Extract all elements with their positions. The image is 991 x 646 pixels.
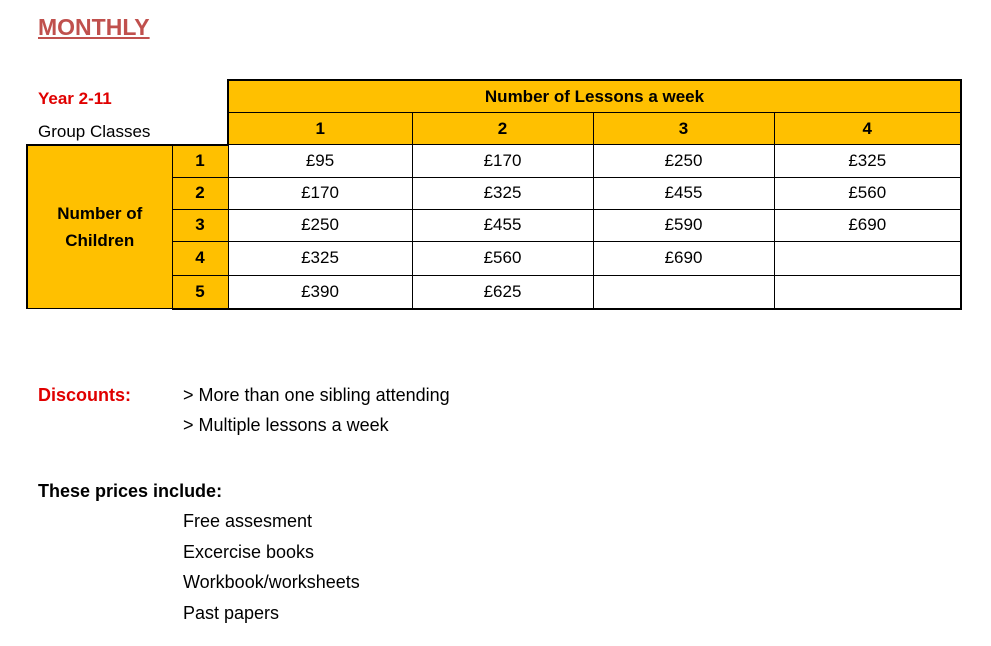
- children-label-line2: Children: [65, 230, 135, 250]
- include-item: Free assesment: [183, 511, 313, 531]
- children-count: 3: [172, 209, 228, 241]
- includes-label: These prices include:: [38, 481, 223, 501]
- lessons-per-week-header: Number of Lessons a week: [228, 80, 961, 113]
- price-cell: £455: [412, 209, 593, 241]
- table-row: [27, 145, 961, 178]
- price-cell: £390: [228, 275, 412, 309]
- page-title: MONTHLY: [38, 14, 150, 40]
- children-count: 1: [172, 145, 228, 178]
- price-cell: [593, 275, 774, 309]
- lesson-count-header: 1: [228, 113, 412, 145]
- price-cell: £95: [228, 145, 412, 178]
- table-header-row: [27, 80, 961, 113]
- price-cell: £325: [228, 241, 412, 275]
- price-cell: [774, 241, 961, 275]
- price-cell: £690: [774, 209, 961, 241]
- lesson-count-header: 2: [412, 113, 593, 145]
- price-cell: £455: [593, 177, 774, 209]
- children-count: 5: [172, 275, 228, 309]
- price-cell: £560: [412, 241, 593, 275]
- group-classes-label: Group Classes: [38, 122, 151, 141]
- include-item: Past papers: [183, 603, 280, 623]
- price-cell: £560: [774, 177, 961, 209]
- price-cell: £590: [593, 209, 774, 241]
- price-cell: [774, 275, 961, 309]
- price-cell: £690: [593, 241, 774, 275]
- children-label-line1: Number of: [57, 203, 143, 223]
- discount-item: > More than one sibling attending: [183, 385, 450, 405]
- discount-item: > Multiple lessons a week: [183, 415, 389, 435]
- number-of-children-label: [27, 145, 172, 309]
- price-cell: £625: [412, 275, 593, 309]
- include-item: Excercise books: [183, 542, 315, 562]
- lesson-count-row: [27, 113, 961, 145]
- children-count: 4: [172, 241, 228, 275]
- include-item: Workbook/worksheets: [183, 572, 360, 592]
- price-cell: £325: [774, 145, 961, 178]
- lesson-count-header: 3: [593, 113, 774, 145]
- price-cell: £170: [412, 145, 593, 178]
- pricing-table: [26, 79, 962, 310]
- price-cell: £325: [412, 177, 593, 209]
- price-cell: £170: [228, 177, 412, 209]
- price-cell: £250: [593, 145, 774, 178]
- discounts-label: Discounts:: [38, 385, 132, 405]
- children-count: 2: [172, 177, 228, 209]
- year-range-label: Year 2-11: [38, 89, 112, 108]
- price-cell: £250: [228, 209, 412, 241]
- lesson-count-header: 4: [774, 113, 961, 145]
